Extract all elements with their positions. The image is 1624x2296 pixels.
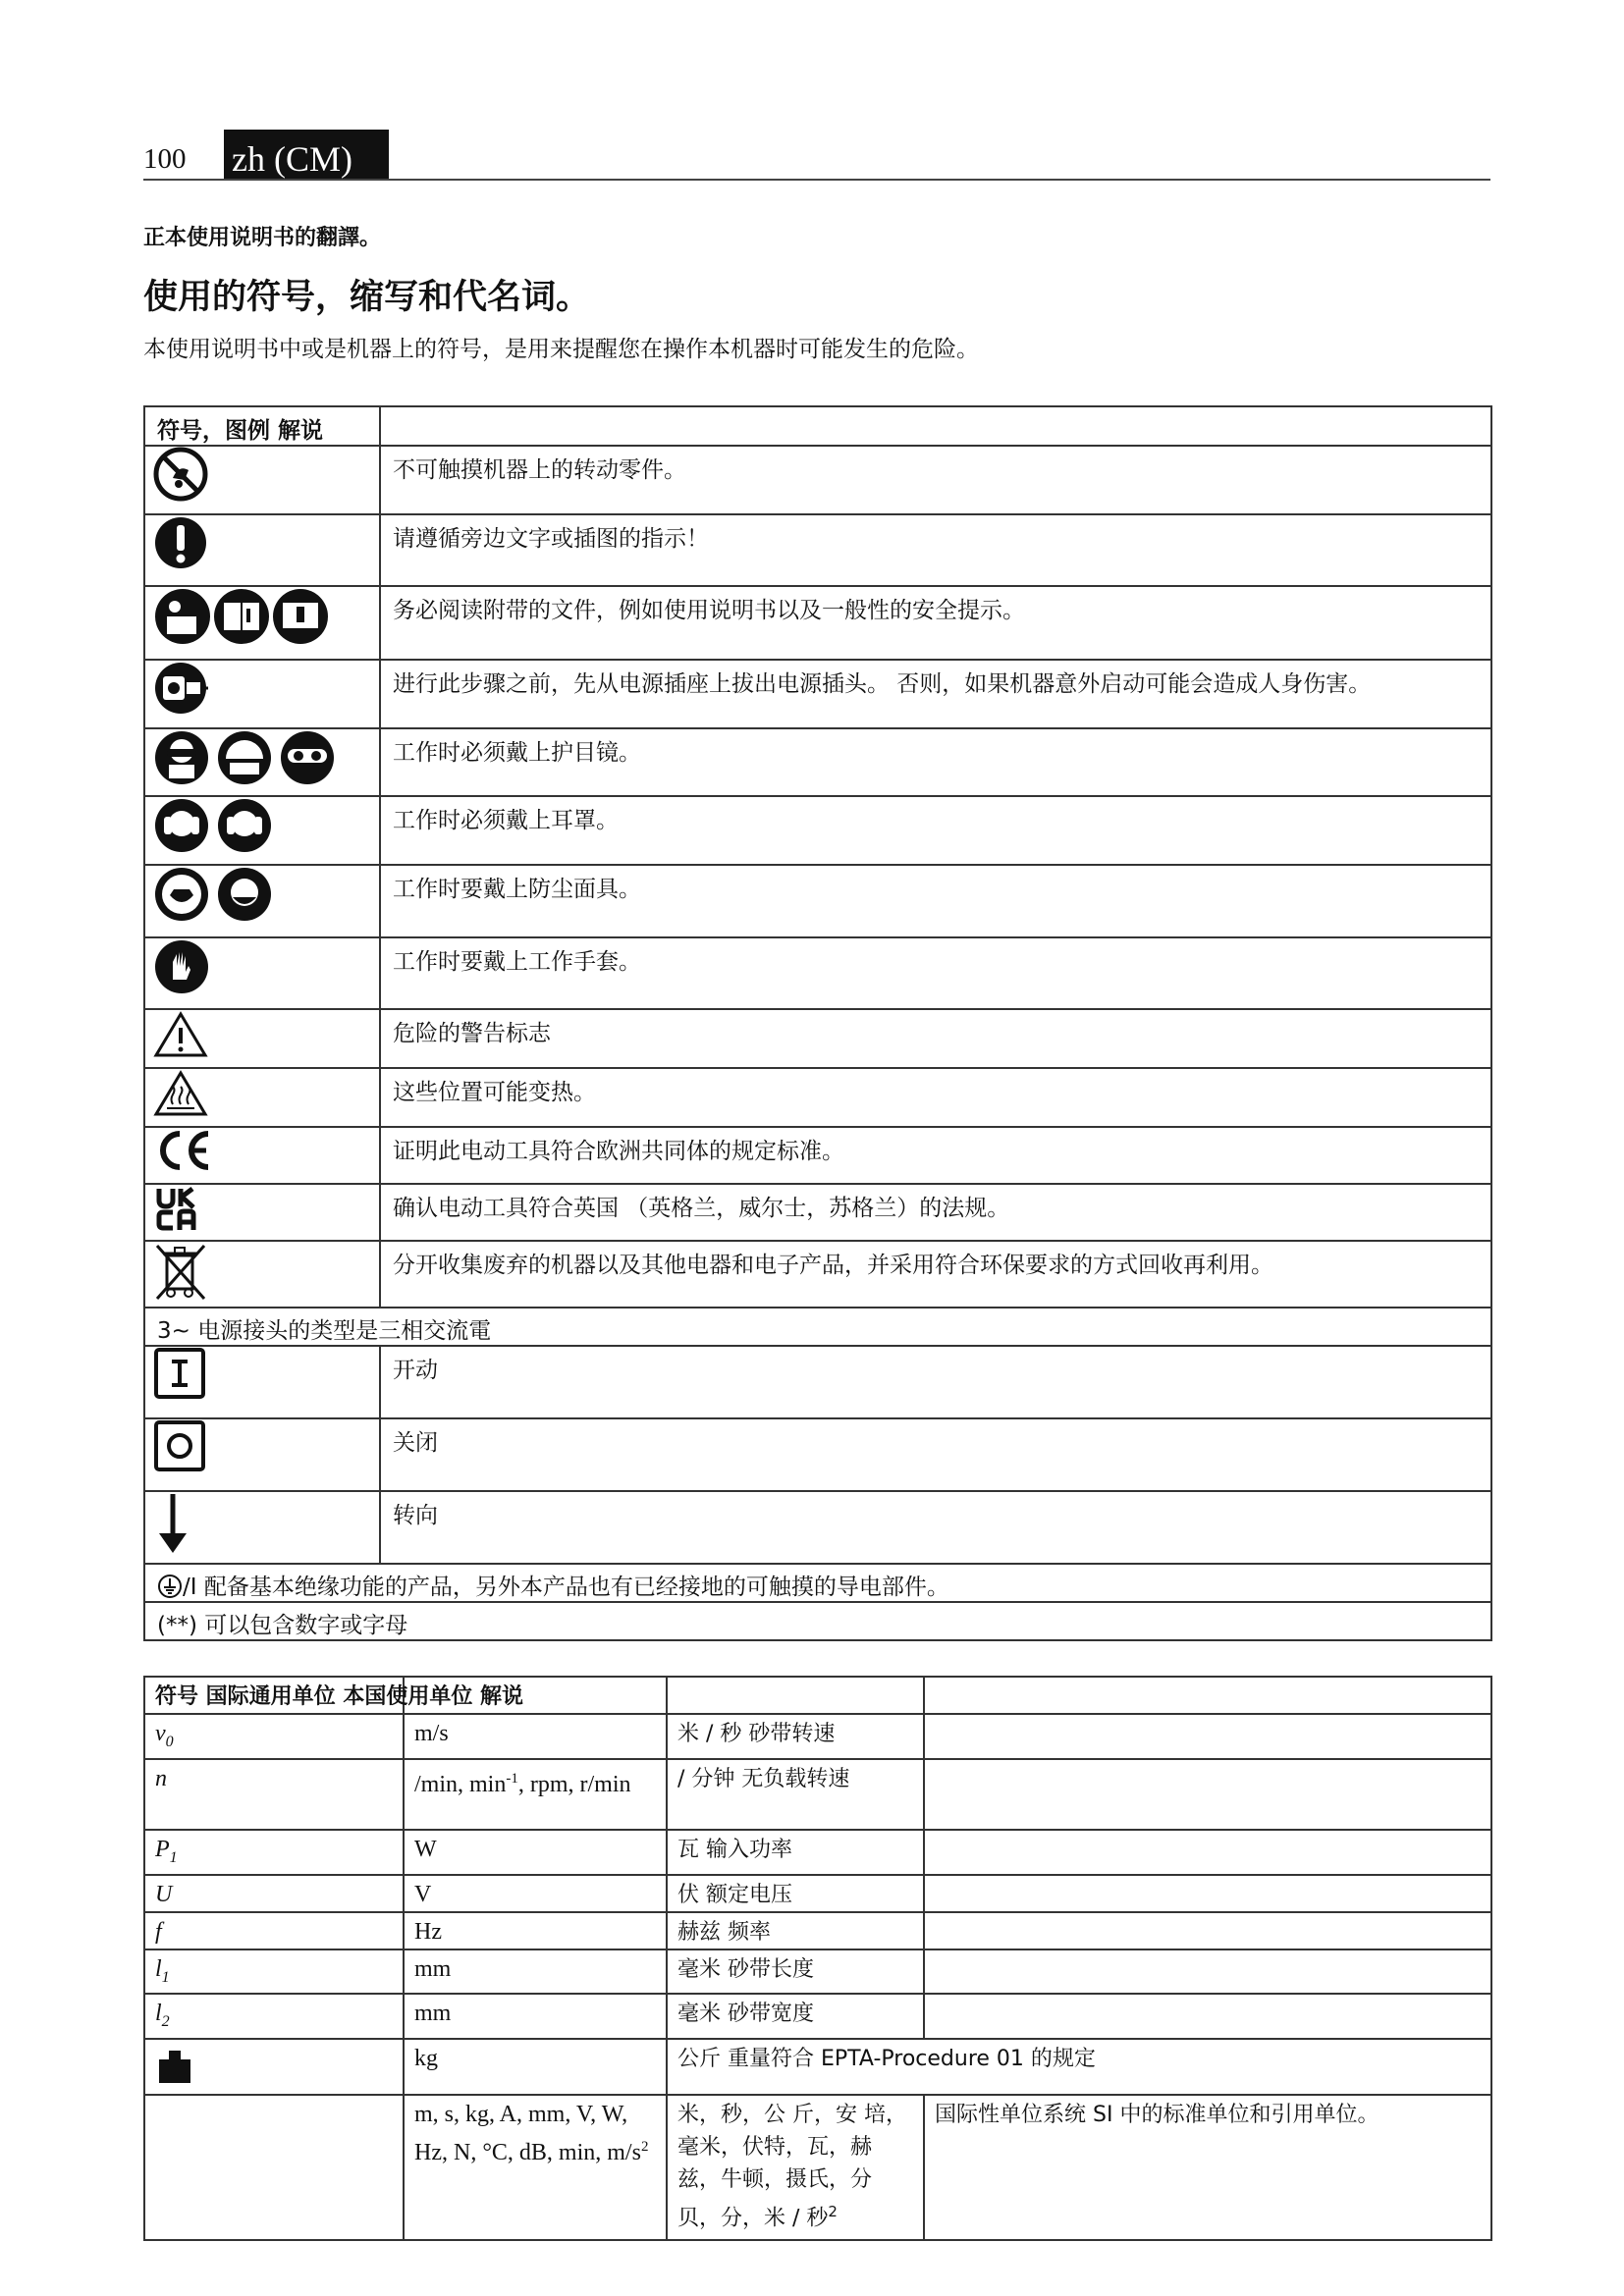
ce-mark-icon (153, 1128, 214, 1173)
symbols-table (143, 405, 1492, 1641)
table-row (144, 1009, 1491, 1068)
dust-mask-icon (153, 866, 273, 923)
direction-arrow-icon (153, 1492, 192, 1555)
local-unit: 瓦 输入功率 (667, 1830, 924, 1875)
table-row (144, 1241, 1491, 1308)
symbol-description: 工作时要戴上工作手套。 (380, 937, 1491, 1009)
symbol-description: 务必阅读附带的文件，例如使用说明书以及一般性的安全提示。 (380, 586, 1491, 660)
symbol-description: 开动 (380, 1346, 1491, 1418)
local-unit: 伏 额定电压 (667, 1875, 924, 1912)
table-row (144, 1184, 1491, 1241)
unit-symbol: f (144, 1912, 404, 1949)
table-row (144, 937, 1491, 1009)
table-row (144, 446, 1491, 514)
table-row (144, 1346, 1491, 1418)
symbol-description: 不可触摸机器上的转动零件。 (380, 446, 1491, 514)
unit-explanation: 国际性单位系统 SI 中的标准单位和引用单位。 (924, 2095, 1491, 2240)
symbol-description: 转向 (380, 1491, 1491, 1564)
unit-symbol: $v_0$ (144, 1714, 404, 1759)
header-rule (143, 179, 1490, 181)
table-row (144, 514, 1491, 586)
si-unit: Hz (404, 1912, 667, 1949)
gloves-icon (153, 938, 210, 995)
off-switch-icon (153, 1419, 206, 1472)
table-row (144, 1308, 1491, 1346)
symbols-table-header: 符号，图例 解说 (144, 406, 380, 446)
table-row (144, 1714, 1491, 1759)
si-unit: mm (404, 1994, 667, 2039)
symbol-description: 工作时要戴上防尘面具。 (380, 865, 1491, 937)
si-unit: /min, $\min^{-1}$, rpm, r/min (404, 1759, 667, 1830)
si-unit: m/s (404, 1714, 667, 1759)
eye-protection-icon (153, 729, 336, 786)
units-table-header: 符号 国际通用单位 本国使用单位 解说 (144, 1677, 404, 1714)
table-row (144, 1602, 1491, 1640)
read-manual-icon (153, 587, 330, 646)
table-header-row (144, 406, 1491, 446)
symbol-description: 工作时必须戴上耳罩。 (380, 796, 1491, 865)
unplug-icon (153, 661, 210, 716)
three-phase-note: 3~ 电源接头的类型是三相交流電 (144, 1308, 1491, 1346)
units-table (143, 1676, 1492, 2241)
local-unit: 公斤 重量符合 EPTA-Procedure 01 的规定 (667, 2039, 1491, 2095)
symbol-description: 证明此电动工具符合欧洲共同体的规定标准。 (380, 1127, 1491, 1184)
table-row (144, 586, 1491, 660)
on-switch-icon (153, 1347, 206, 1400)
local-unit: 米 / 秒 砂带转速 (667, 1714, 924, 1759)
table-row (144, 2095, 1491, 2240)
table-row (144, 1830, 1491, 1875)
table-row (144, 796, 1491, 865)
symbol-description: 工作时必须戴上护目镜。 (380, 728, 1491, 796)
footnote: (**) 可以包含数字或字母 (144, 1602, 1491, 1640)
table-row (144, 1068, 1491, 1127)
table-row (144, 660, 1491, 728)
table-row (144, 1994, 1491, 2039)
table-row (144, 1491, 1491, 1564)
table-row (144, 1875, 1491, 1912)
table-row (144, 1127, 1491, 1184)
symbol-description: 危险的警告标志 (380, 1009, 1491, 1068)
table-row (144, 1418, 1491, 1491)
table-row (144, 1912, 1491, 1949)
section-intro: 本使用说明书中或是机器上的符号，是用来提醒您在操作本机器时可能发生的危险。 (143, 337, 979, 362)
section-title: 使用的符号，缩写和代名词。 (143, 278, 591, 317)
symbol-description: 关闭 (380, 1418, 1491, 1491)
table-row (144, 1564, 1491, 1602)
table-row (144, 1759, 1491, 1830)
page-number: 100 (143, 143, 187, 175)
warning-triangle-icon (153, 1010, 208, 1059)
unit-symbol: $l_2$ (144, 1994, 404, 2039)
protective-earth-icon (157, 1574, 183, 1599)
symbol-description: 进行此步骤之前，先从电源插座上拔出电源插头。 否则，如果机器意外启动可能会造成人身伤害。 (380, 660, 1491, 728)
ear-protection-icon (153, 797, 273, 854)
table-row (144, 728, 1491, 796)
language-tab: zh (CM) (224, 130, 389, 179)
table-row (144, 865, 1491, 937)
local-unit: 毫米 砂带宽度 (667, 1994, 924, 2039)
mandatory-instruction-icon (153, 515, 208, 570)
symbol-description: 请遵循旁边文字或插图的指示！ (380, 514, 1491, 586)
symbol-description: 这些位置可能变热。 (380, 1068, 1491, 1127)
unit-symbol: U (144, 1875, 404, 1912)
insulation-note: /I 配备基本绝缘功能的产品，另外本产品也有已经接地的可触摸的导电部件。 (183, 1575, 949, 1600)
local-unit: 米，秒，公 斤，安 培，毫米，伏特，瓦，赫兹，牛顿，摄氏，分贝，分，米 / 秒$^2$ (667, 2095, 924, 2240)
si-unit: mm (404, 1949, 667, 1995)
unit-symbol: $l_1$ (144, 1949, 404, 1995)
weee-bin-icon (153, 1242, 208, 1303)
ukca-mark-icon (153, 1185, 202, 1234)
translation-note: 正本使用说明书的翻譯。 (143, 226, 382, 250)
si-unit: kg (404, 2039, 667, 2095)
table-row (144, 2039, 1491, 2095)
si-unit: m, s, kg, A, mm, V, W, Hz, N, °C, dB, min, $m/s^2$ (404, 2095, 667, 2240)
weight-icon (155, 2049, 194, 2084)
si-unit: W (404, 1830, 667, 1875)
unit-symbol: n (144, 1759, 404, 1830)
si-unit: V (404, 1875, 667, 1912)
local-unit: 毫米 砂带长度 (667, 1949, 924, 1995)
hot-surface-icon (153, 1069, 208, 1118)
local-unit: 赫兹 频率 (667, 1912, 924, 1949)
do-not-touch-rotating-parts-icon (153, 447, 208, 502)
unit-symbol: $P_1$ (144, 1830, 404, 1875)
local-unit: / 分钟 无负载转速 (667, 1759, 924, 1830)
symbol-description: 确认电动工具符合英国 （英格兰，威尔士，苏格兰）的法规。 (380, 1184, 1491, 1241)
symbol-description: 分开收集废弃的机器以及其他电器和电子产品，并采用符合环保要求的方式回收再利用。 (380, 1241, 1491, 1308)
table-header-row (144, 1677, 1491, 1714)
table-row (144, 1949, 1491, 1995)
